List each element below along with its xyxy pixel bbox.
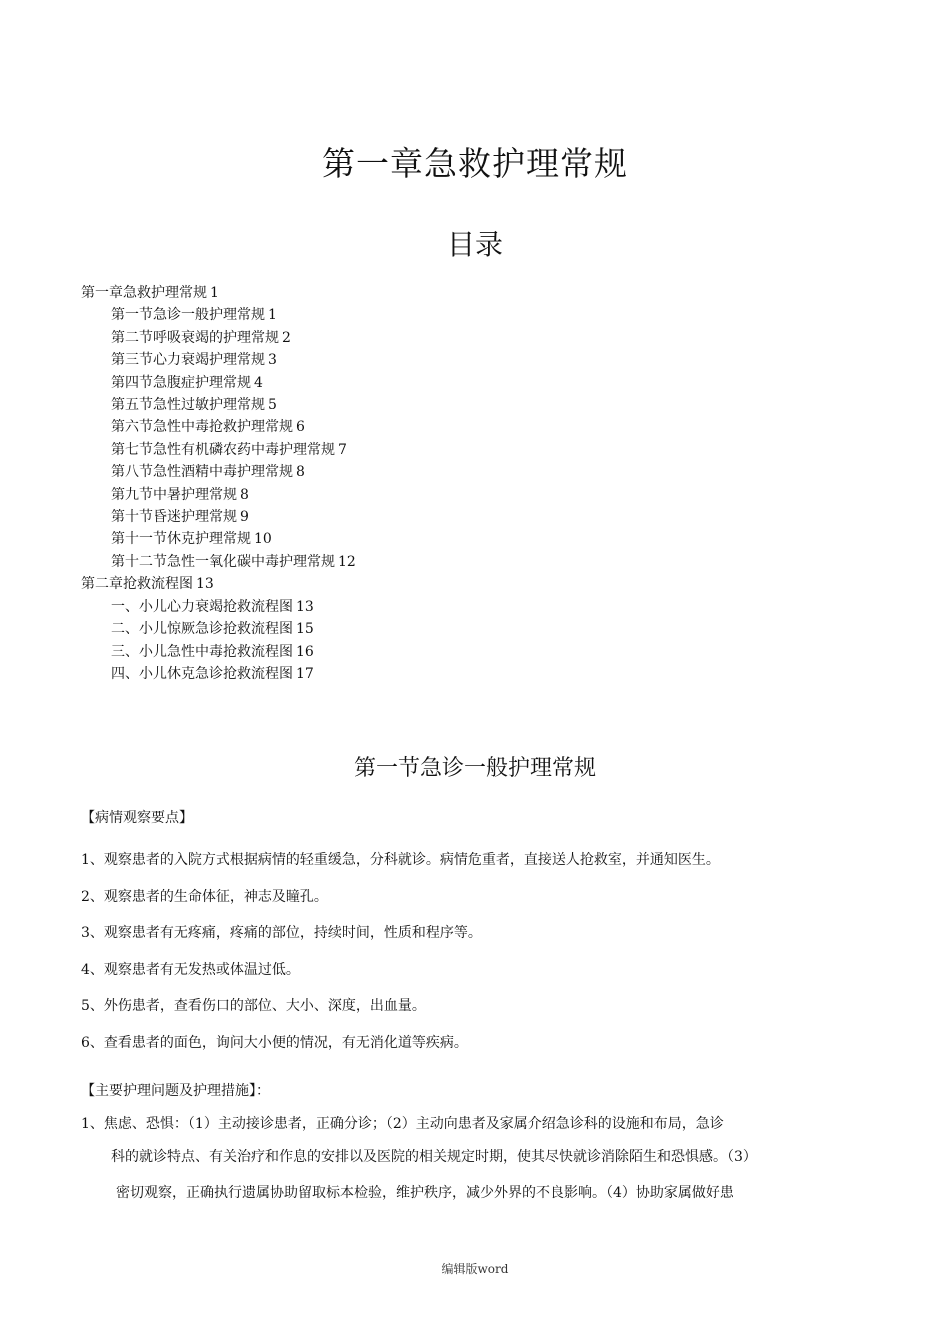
toc-entry[interactable]	[81, 596, 356, 618]
toc-entry-page: 10	[254, 531, 272, 548]
toc-entry-page: 5	[268, 397, 277, 414]
observation-text: 、观察患者的入院方式根据病情的轻重缓急，分科就诊。病情危重者，直接送人抢救室，并通知医生。	[89, 852, 720, 868]
toc-entry-page: 16	[296, 643, 314, 660]
measure-text: 科的就诊特点、有关治疗和作息的安排以及医院的相关规定时期，使其尽快就诊消除陌生和恐惧感。（	[111, 1149, 734, 1165]
toc-entry[interactable]	[81, 416, 356, 438]
toc-entry-title: 第二章抢救流程图	[81, 576, 193, 593]
observation-item	[81, 879, 720, 916]
toc-entry[interactable]	[81, 484, 356, 506]
chapter-title: 第一章急救护理常规	[322, 144, 628, 183]
toc-entry-page: 9	[240, 509, 249, 526]
toc-entry[interactable]	[81, 506, 356, 528]
toc-entry-page: 7	[338, 441, 347, 458]
toc-entry-page: 8	[240, 486, 249, 503]
toc-entry-page: 12	[338, 553, 356, 570]
toc-entry[interactable]	[81, 551, 356, 573]
table-of-contents	[81, 282, 356, 685]
toc-entry-page: 6	[296, 419, 305, 436]
toc-entry-page: 1	[268, 307, 277, 324]
toc-entry-title: 三、小儿急性中毒抢救流程图	[111, 643, 293, 660]
measures-label: 【主要护理问题及护理措施】：	[81, 1083, 270, 1099]
toc-entry-title: 第五节急性过敏护理常规	[111, 397, 265, 414]
toc-entry-title: 四、小儿休克急诊抢救流程图	[111, 665, 293, 682]
footer-watermark: 编辑版word	[441, 1262, 509, 1276]
toc-entry-title: 第八节急性酒精中毒护理常规	[111, 464, 293, 481]
item-number: 3	[734, 1149, 743, 1165]
toc-entry-title: 第二节呼吸衰竭的护理常规	[111, 329, 279, 346]
item-number: 1	[194, 1116, 204, 1132]
measure-text: 、焦虑、恐惧：（	[89, 1116, 195, 1132]
observation-label: 【病情观察要点】	[81, 810, 193, 826]
toc-entry[interactable]	[81, 528, 356, 550]
observation-text: 、观察患者有无发热或体温过低。	[89, 961, 300, 978]
measure-text: ）主动向患者及家属介绍急诊科的设施和布局，急诊	[401, 1116, 724, 1132]
toc-entry[interactable]	[81, 282, 356, 304]
toc-entry[interactable]	[81, 461, 356, 483]
item-number: 5	[81, 998, 90, 1015]
observation-text: 、查看患者的面色，询问大小便的情况，有无消化道等疾病。	[89, 1034, 468, 1051]
observation-item	[81, 842, 720, 879]
toc-entry-page: 4	[254, 374, 263, 391]
toc-entry[interactable]	[81, 349, 356, 371]
measure-text: 密切观察，正确执行遗属协助留取标本检验，维护秩序，减少外界的不良影响。（	[116, 1185, 613, 1201]
measures-line-1	[81, 1114, 724, 1134]
observation-item	[81, 952, 720, 989]
toc-entry-title: 第十二节急性一氧化碳中毒护理常规	[111, 553, 335, 570]
toc-entry-page: 3	[268, 352, 277, 369]
toc-entry[interactable]	[81, 304, 356, 326]
toc-entry-page: 1	[210, 285, 219, 301]
toc-entry-page: 15	[296, 621, 314, 638]
item-number: 4	[81, 961, 90, 978]
item-number: 1	[81, 852, 90, 868]
toc-entry[interactable]	[81, 618, 356, 640]
toc-entry-page: 13	[196, 576, 214, 593]
item-number: 3	[81, 925, 90, 942]
item-number: 4	[613, 1185, 622, 1201]
toc-entry[interactable]	[81, 394, 356, 416]
observation-text: 、外伤患者，查看伤口的部位、大小、深度，出血量。	[89, 998, 426, 1015]
toc-entry-title: 二、小儿惊厥急诊抢救流程图	[111, 621, 293, 638]
toc-entry[interactable]	[81, 439, 356, 461]
toc-entry-page: 13	[296, 598, 314, 615]
measure-text: ）协助家属做好患	[621, 1185, 734, 1201]
toc-entry-title: 第一节急诊一般护理常规	[111, 307, 265, 324]
measures-line-2	[111, 1147, 757, 1167]
toc-entry[interactable]	[81, 372, 356, 394]
toc-entry-title: 第十节昏迷护理常规	[111, 509, 237, 526]
observation-text: 、观察患者的生命体征，神志及瞳孔。	[89, 888, 328, 905]
measures-line-3	[116, 1183, 734, 1203]
toc-entry[interactable]	[81, 663, 356, 685]
toc-entry[interactable]	[81, 327, 356, 349]
toc-entry-title: 第一章急救护理常规	[81, 285, 207, 301]
toc-entry-title: 第十一节休克护理常规	[111, 531, 251, 548]
measure-text: ）	[742, 1149, 757, 1165]
section-title: 第一节急诊一般护理常规	[353, 756, 596, 781]
toc-entry-title: 第九节中暑护理常规	[111, 486, 237, 503]
toc-entry-page: 2	[282, 329, 291, 346]
toc-heading: 目录	[446, 228, 503, 261]
toc-entry-page: 8	[296, 464, 305, 481]
item-number: 6	[81, 1034, 90, 1051]
measure-text: ）主动接诊患者，正确分诊；（	[203, 1116, 393, 1132]
item-number: 2	[392, 1116, 402, 1132]
observation-item	[81, 915, 720, 952]
observation-item	[81, 1025, 720, 1062]
toc-entry[interactable]	[81, 641, 356, 663]
toc-entry-title: 第七节急性有机磷农药中毒护理常规	[111, 441, 335, 458]
toc-entry-title: 第六节急性中毒抢救护理常规	[111, 419, 293, 436]
observation-text: 、观察患者有无疼痛，疼痛的部位，持续时间，性质和程序等。	[89, 925, 482, 942]
toc-entry-title: 第四节急腹症护理常规	[111, 374, 251, 391]
toc-entry-title: 一、小儿心力衰竭抢救流程图	[111, 598, 293, 615]
observation-list	[81, 842, 720, 1062]
item-number: 1	[81, 1116, 90, 1132]
toc-entry-page: 17	[296, 665, 314, 682]
observation-item	[81, 988, 720, 1025]
toc-entry[interactable]	[81, 573, 356, 595]
item-number: 2	[81, 888, 90, 905]
toc-entry-title: 第三节心力衰竭护理常规	[111, 352, 265, 369]
